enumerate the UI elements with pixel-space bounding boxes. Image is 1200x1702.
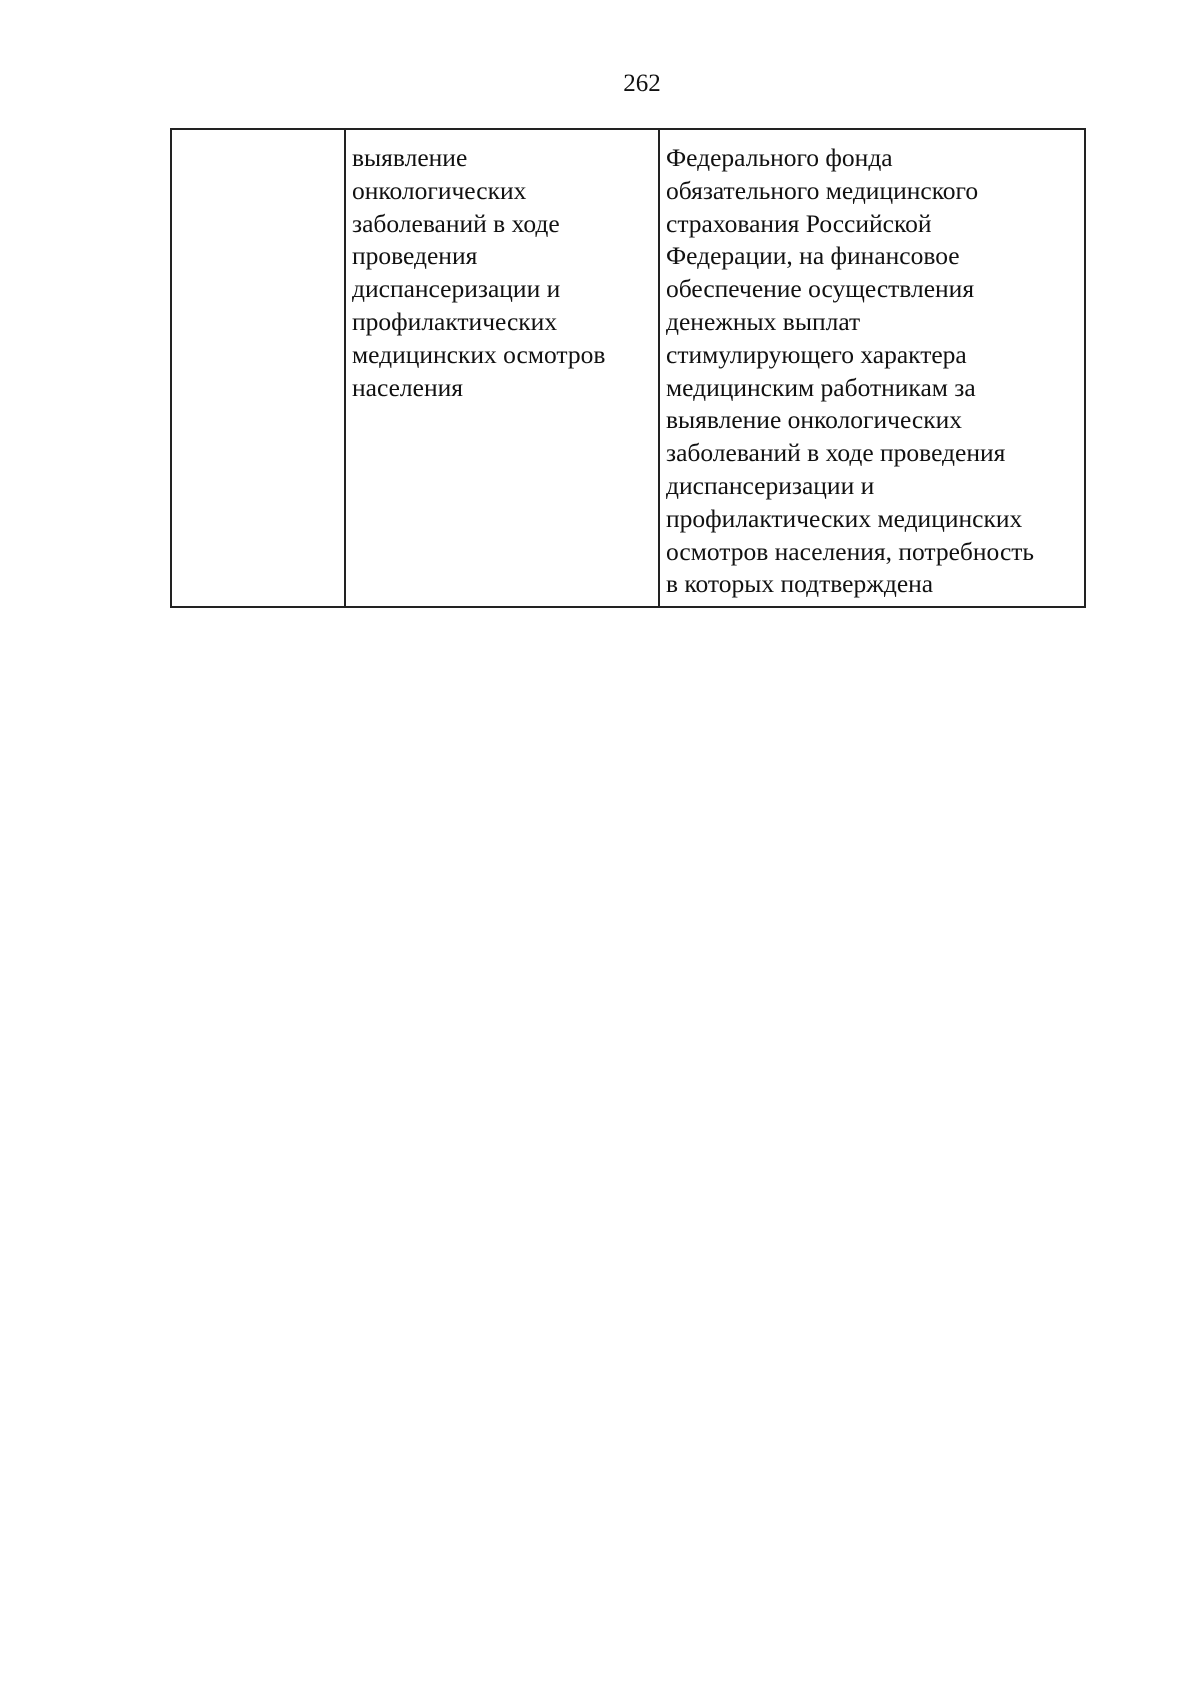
page-number: 262 [623, 70, 661, 97]
funding-source-cell [659, 129, 1085, 607]
text-line: в которых подтверждена [666, 569, 934, 599]
text-line: проведения [352, 241, 478, 271]
text-line: заболеваний в ходе проведения [666, 438, 1006, 468]
text-line: стимулирующего характера [666, 339, 967, 369]
table-row [171, 129, 1085, 607]
text-line: медицинских осмотров [352, 339, 606, 369]
text-line: профилактических медицинских [666, 503, 1023, 533]
description-cell [345, 129, 659, 607]
text-line: страхования Российской [666, 208, 932, 238]
text-line: диспансеризации и [352, 274, 561, 304]
text-line: диспансеризации и [666, 470, 875, 500]
text-line: заболеваний в ходе [352, 208, 560, 238]
empty-cell [171, 129, 345, 607]
text-line: выявление онкологических [666, 405, 963, 435]
text-line: обязательного медицинского [666, 175, 979, 205]
text-line: выявление [352, 143, 468, 172]
text-line: населения [352, 372, 463, 402]
document-table [170, 128, 1086, 608]
text-line: онкологических [352, 175, 527, 205]
text-line: осмотров населения, потребность [666, 536, 1035, 566]
text-line: медицинским работникам за [666, 372, 976, 402]
text-line: Федерации, на финансовое [666, 241, 960, 271]
text-line: обеспечение осуществления [666, 274, 975, 304]
text-line: Федерального фонда [666, 143, 893, 172]
text-line: денежных выплат [666, 306, 861, 336]
text-line: профилактических [352, 306, 558, 336]
